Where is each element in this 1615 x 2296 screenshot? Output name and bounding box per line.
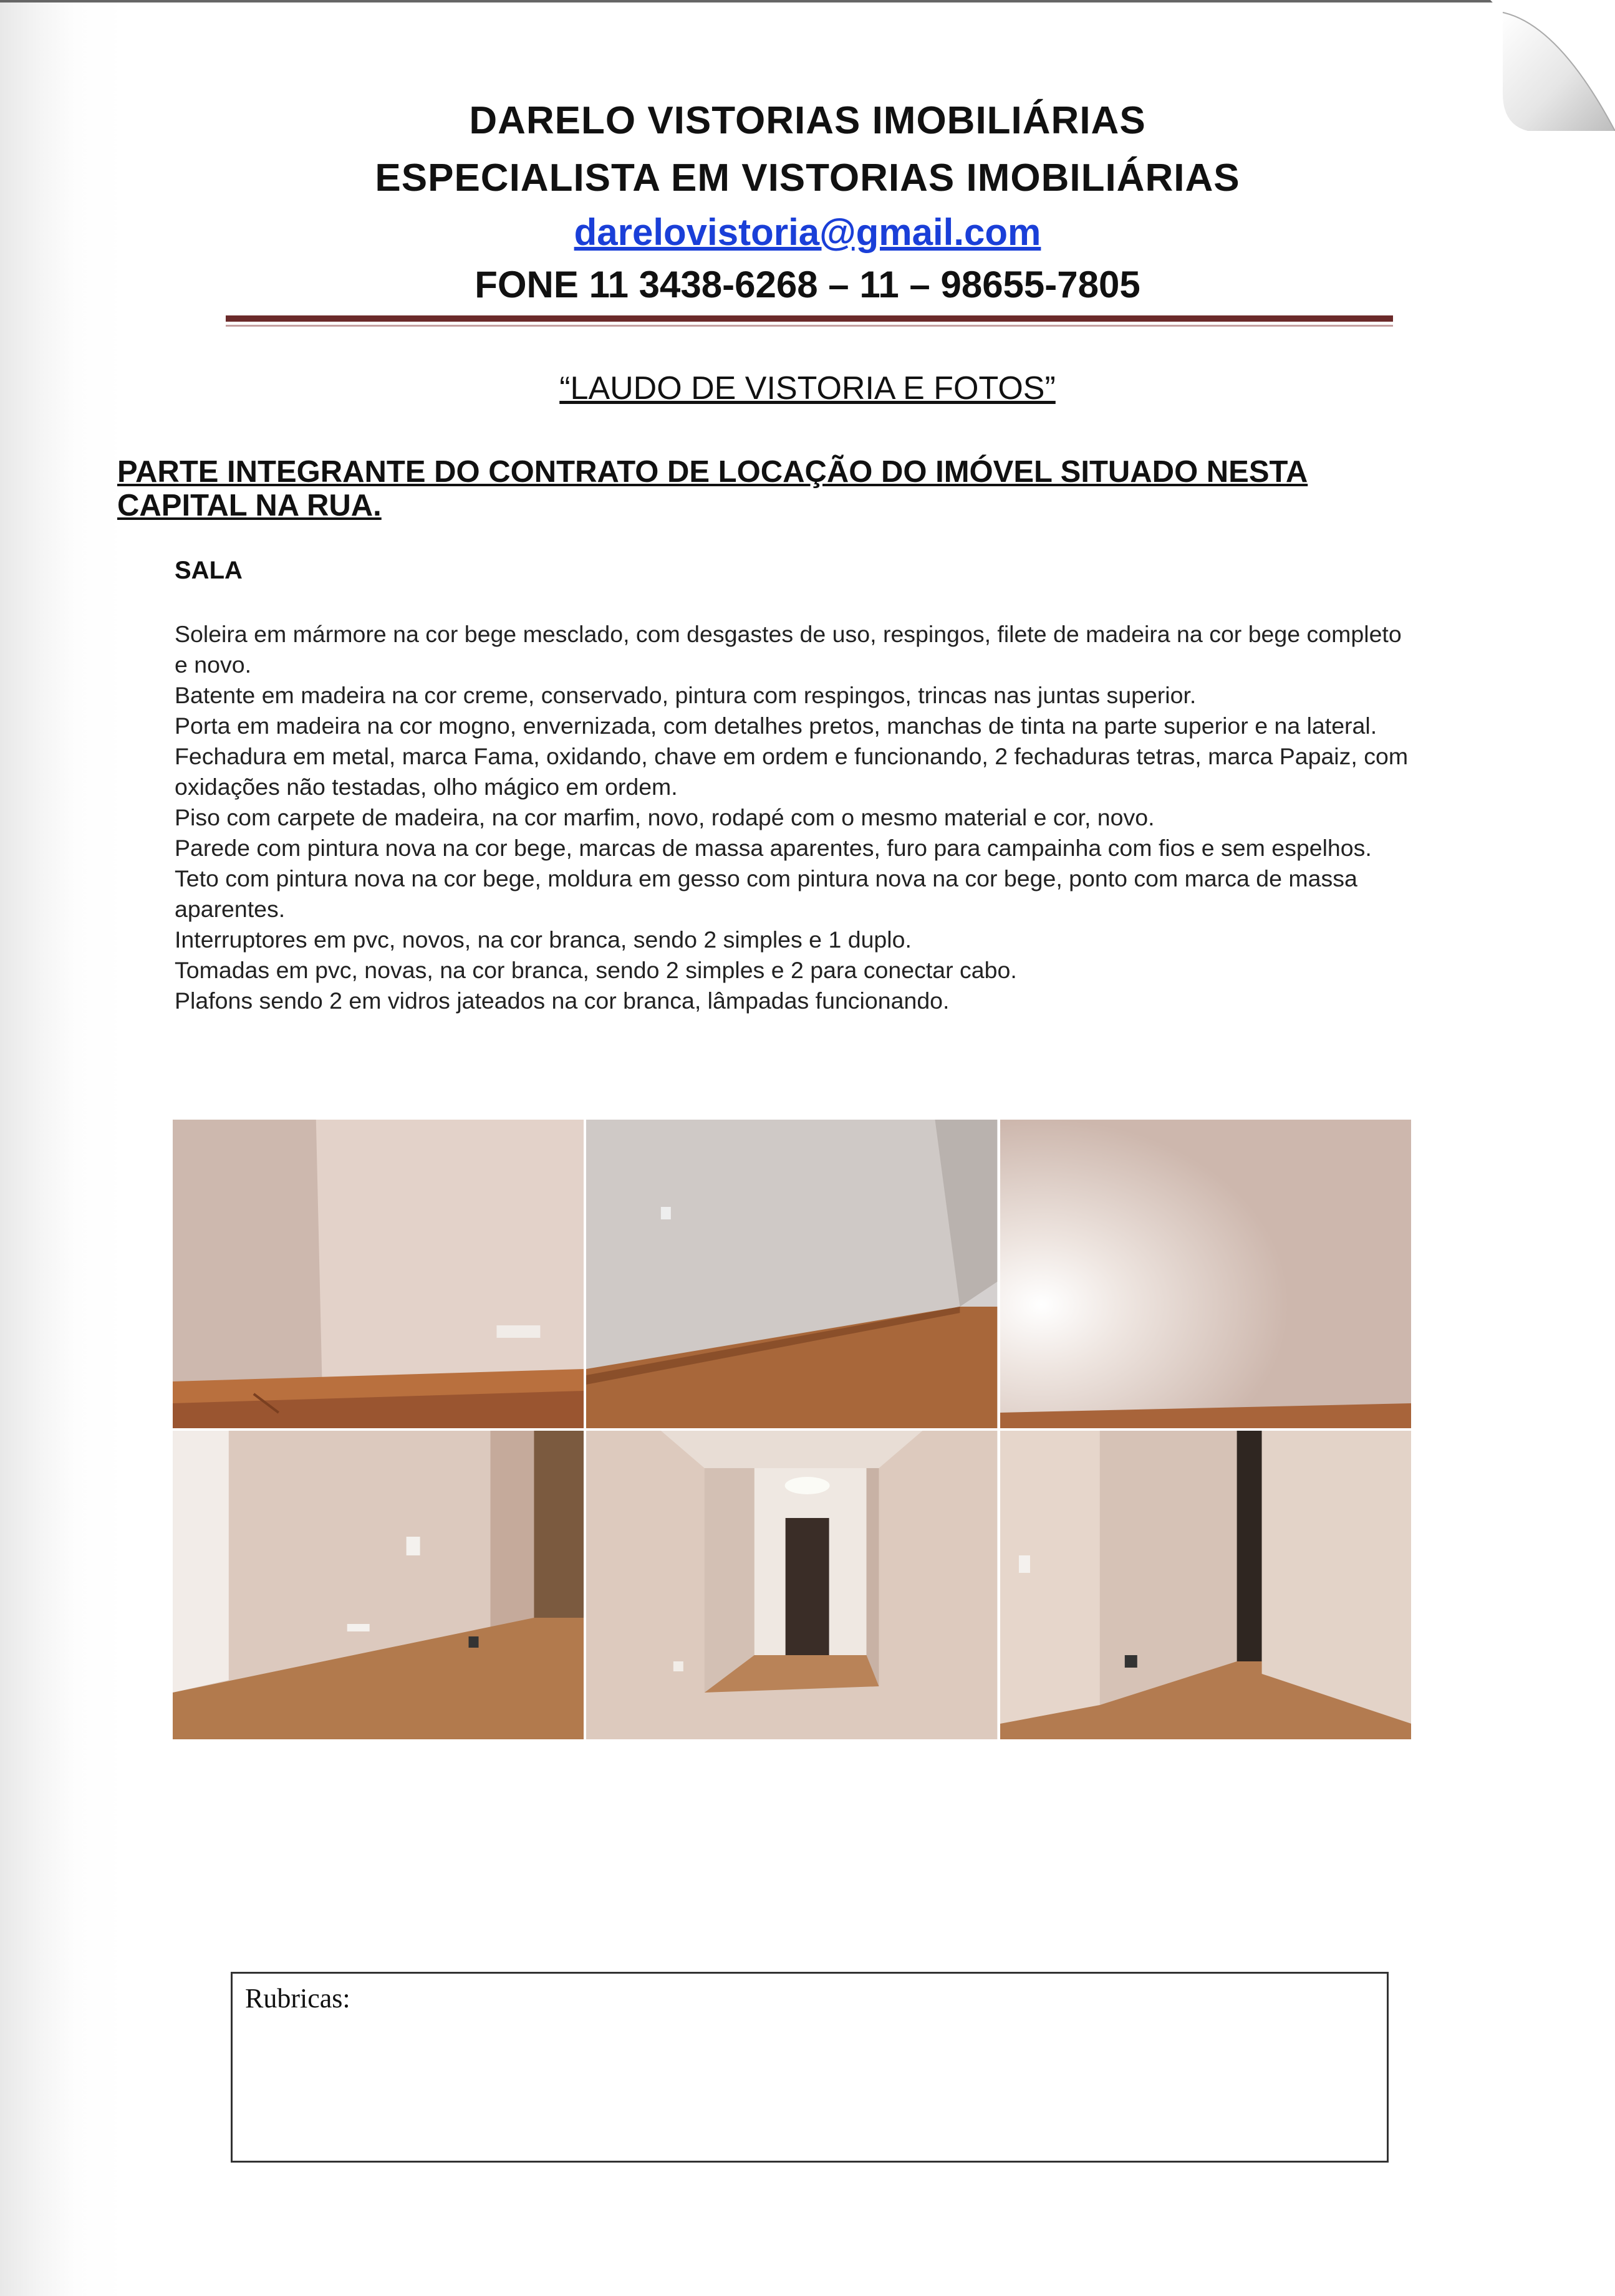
rubricas-label: Rubricas: bbox=[245, 1983, 350, 2014]
email-line bbox=[0, 211, 1615, 254]
description-item: Porta em madeira na cor mogno, envernizada, com detalhes pretos, manchas de tinta na parte superior e na lateral. bbox=[175, 713, 1377, 739]
document-title: “LAUDO DE VISTORIA E FOTOS” bbox=[559, 370, 1056, 406]
description-item: Plafons sendo 2 em vidros jateados na cor branca, lâmpadas funcionando. bbox=[175, 987, 950, 1014]
room-description bbox=[175, 619, 1415, 1016]
company-name: DARELO VISTORIAS IMOBILIÁRIAS bbox=[469, 99, 1146, 142]
room-photo bbox=[586, 1120, 997, 1428]
room-title: SALA bbox=[175, 557, 243, 584]
description-item: Piso com carpete de madeira, na cor marfim, novo, rodapé com o mesmo material e cor, novo. bbox=[175, 804, 1155, 830]
header-divider bbox=[226, 315, 1393, 322]
photo-grid bbox=[173, 1120, 1411, 1739]
section-heading: PARTE INTEGRANTE DO CONTRATO DE LOCAÇÃO DO IMÓVEL SITUADO NESTA CAPITAL NA RUA. bbox=[117, 455, 1308, 522]
description-item: Tomadas em pvc, novas, na cor branca, sendo 2 simples e 2 para conectar cabo. bbox=[175, 957, 1017, 983]
room-photo bbox=[586, 1431, 997, 1739]
phone-line: FONE 11 3438-6268 – 11 – 98655-7805 bbox=[475, 264, 1140, 305]
description-item: Batente em madeira na cor creme, conservado, pintura com respingos, trincas nas juntas superior. bbox=[175, 682, 1197, 708]
rubricas-box bbox=[231, 1972, 1389, 2163]
room-photo bbox=[1000, 1431, 1411, 1739]
room-photo bbox=[173, 1431, 584, 1739]
description-item: Teto com pintura nova na cor bege, moldura em gesso com pintura nova na cor bege, ponto com marca de massa aparentes. bbox=[175, 865, 1357, 922]
company-tagline: ESPECIALISTA EM VISTORIAS IMOBILIÁRIAS bbox=[375, 156, 1240, 199]
header-divider-shadow bbox=[226, 325, 1393, 327]
room-photo bbox=[173, 1120, 584, 1428]
email-link[interactable]: darelovistoria@gmail.com bbox=[574, 211, 1041, 253]
top-border bbox=[0, 0, 1615, 2]
room-photo bbox=[1000, 1120, 1411, 1428]
description-item: Interruptores em pvc, novos, na cor branca, sendo 2 simples e 1 duplo. bbox=[175, 926, 912, 953]
description-item: Fechadura em metal, marca Fama, oxidando, chave em ordem e funcionando, 2 fechaduras tetras, marca Papaiz, com oxidações não testadas, olho mágico em ordem. bbox=[175, 743, 1409, 800]
description-item: Parede com pintura nova na cor bege, marcas de massa aparentes, furo para campainha com fios e sem espelhos. bbox=[175, 835, 1372, 861]
description-item: Soleira em mármore na cor bege mesclado, com desgastes de uso, respingos, filete de madeira na cor bege completo e novo. bbox=[175, 621, 1402, 678]
